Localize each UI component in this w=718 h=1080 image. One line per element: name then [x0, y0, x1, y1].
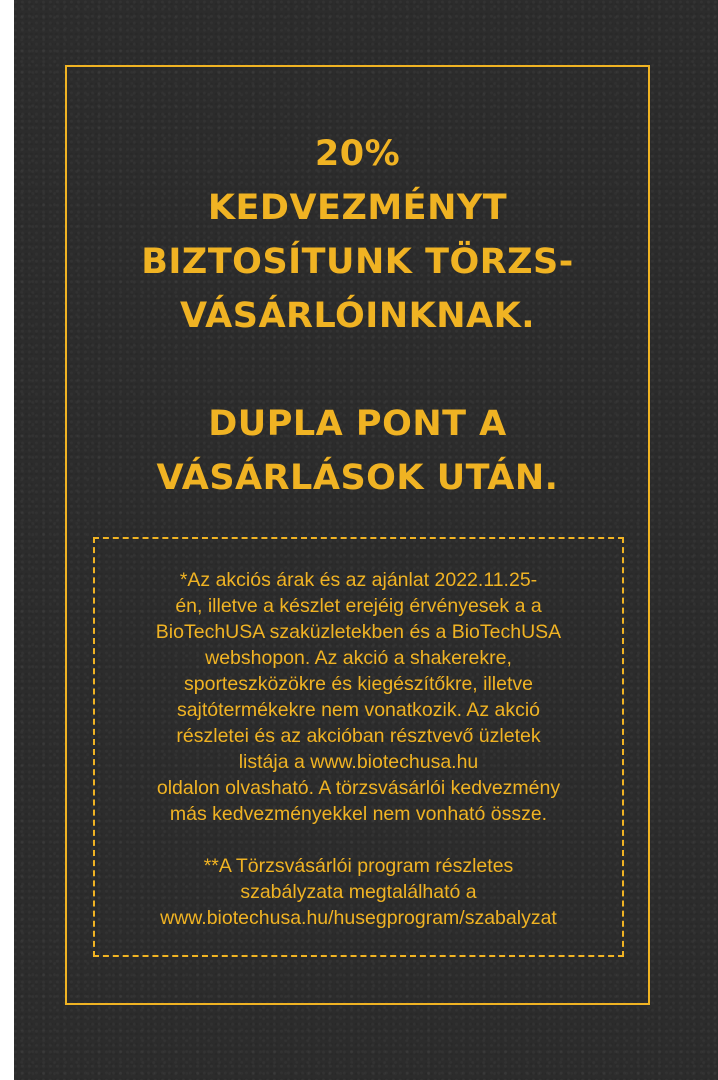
disclaimer-line: *Az akciós árak és az ajánlat 2022.11.25-	[179, 569, 538, 591]
disclaimer-line: www.biotechusa.hu/husegprogram/szabalyzat	[160, 907, 557, 929]
headline-line: VÁSÁRLÓINKNAK.	[179, 296, 536, 336]
disclaimer-spacer	[95, 827, 622, 853]
disclaimer-line: én, illetve a készlet erejéig érvényesek a a	[175, 595, 542, 617]
headline	[67, 127, 648, 505]
disclaimer-line: webshopon. Az akció a shakerekre,	[205, 647, 512, 669]
headline-spacer	[67, 343, 648, 397]
headline-line: VÁSÁRLÁSOK UTÁN.	[156, 458, 559, 498]
headline-line: BIZTOSÍTUNK TÖRZS-	[141, 242, 574, 282]
disclaimer-line: más kedvezményekkel nem vonható össze.	[169, 803, 548, 825]
disclaimer-line: **A Törzsvásárlói program részletes	[203, 855, 514, 877]
disclaimer-box	[93, 537, 624, 957]
disclaimer-line: BioTechUSA szaküzletekben és a BioTechUSA	[155, 621, 562, 643]
disclaimer-line: sporteszközökre és kiegészítőkre, illetve	[184, 673, 533, 695]
headline-line: DUPLA PONT A	[208, 404, 507, 444]
disclaimer-line: listája a www.biotechusa.hu	[238, 751, 479, 773]
headline-line: KEDVEZMÉNYT	[207, 188, 508, 228]
disclaimer-line: részletei és az akcióban résztvevő üzletek	[176, 725, 541, 747]
disclaimer-line: oldalon olvasható. A törzsvásárlói kedvezmény	[156, 777, 561, 799]
promo-frame	[65, 65, 650, 1005]
disclaimer-line: sajtótermékekre nem vonatkozik. Az akció	[176, 699, 541, 721]
headline-line: 20%	[314, 134, 401, 174]
disclaimer-line: szabályzata megtalálható a	[240, 881, 477, 903]
promo-panel	[14, 0, 718, 1080]
disclaimer-text	[95, 567, 622, 931]
